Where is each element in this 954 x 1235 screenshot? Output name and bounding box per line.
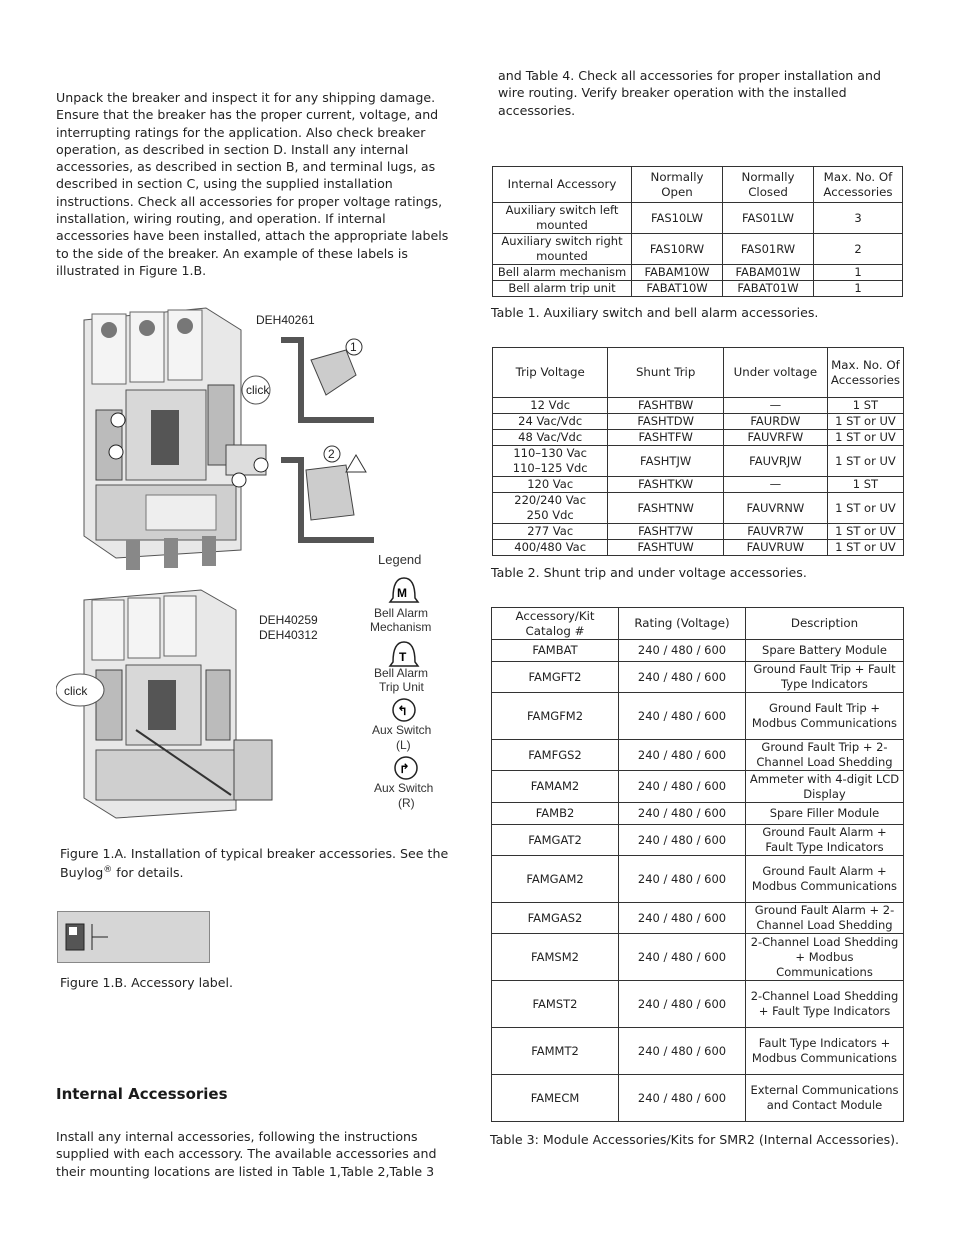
table-cell: Ground Fault Trip + Fault Type Indicators — [746, 662, 904, 693]
figure-code-bottom-2: DEH40312 — [259, 628, 318, 642]
table-cell: Spare Filler Module — [746, 803, 904, 825]
table-header-row — [492, 608, 904, 640]
table-cell: FAMGFT2 — [492, 662, 619, 693]
table-cell: 48 Vac/Vdc — [493, 430, 608, 446]
table-cell: FASHTDW — [608, 414, 724, 430]
table-row — [493, 430, 904, 446]
figure-1b-caption: Figure 1.B. Accessory label. — [60, 975, 234, 990]
table-cell: Spare Battery Module — [746, 640, 904, 662]
table-cell: External Communications and Contact Module — [746, 1075, 904, 1122]
table-cell: 240 / 480 / 600 — [619, 740, 746, 771]
table-header-cell: Normally Open — [632, 167, 723, 203]
table-row — [492, 771, 904, 803]
svg-text:↱: ↱ — [399, 762, 410, 777]
aux-switch-left-icon — [393, 699, 415, 721]
legend-label: (L) — [396, 738, 411, 752]
table-cell: 240 / 480 / 600 — [619, 1075, 746, 1122]
table-cell: FASHTUW — [608, 540, 724, 556]
table-cell: — — [723, 398, 827, 414]
table-cell: 240 / 480 / 600 — [619, 693, 746, 740]
figure-code-top: DEH40261 — [256, 313, 315, 327]
table-header-cell: Description — [746, 608, 904, 640]
table-cell: 2-Channel Load Shedding + Fault Type Indicators — [746, 981, 904, 1028]
table-3-caption: Table 3: Module Accessories/Kits for SMR2 (Internal Accessories). — [490, 1132, 900, 1147]
table-header-cell: Rating (Voltage) — [619, 608, 746, 640]
table-cell: 1 ST or UV — [827, 524, 903, 540]
table-1-aux-switch — [492, 166, 903, 297]
aux-switch-right-icon — [395, 757, 417, 779]
table-cell: FAS01LW — [723, 203, 814, 234]
table-row — [492, 825, 904, 856]
bell-alarm-trip-unit-icon — [390, 642, 418, 666]
table-cell: FAS10LW — [632, 203, 723, 234]
table-cell: FABAM01W — [723, 265, 814, 281]
breaker-top-illustration — [84, 308, 268, 570]
table-cell: 1 ST or UV — [827, 430, 903, 446]
click-label-bottom: click — [64, 684, 88, 698]
table-cell: FABAM10W — [632, 265, 723, 281]
table-cell: 220/240 Vac 250 Vdc — [493, 493, 608, 524]
table-row — [492, 1075, 904, 1122]
table-cell: FABAT01W — [723, 281, 814, 297]
table-cell: 110–130 Vac 110–125 Vdc — [493, 446, 608, 477]
table-cell: 400/480 Vac — [493, 540, 608, 556]
table-header-cell: Normally Closed — [723, 167, 814, 203]
table-row — [493, 414, 904, 430]
table-cell: FAMGAT2 — [492, 825, 619, 856]
accessory-label-icon — [58, 912, 118, 960]
table-cell: 1 ST or UV — [827, 493, 903, 524]
table-cell: Bell alarm trip unit — [493, 281, 632, 297]
table-cell: FAUVRJW — [723, 446, 827, 477]
table-cell: 1 ST or UV — [827, 446, 903, 477]
table-row — [493, 281, 903, 297]
table-cell: 240 / 480 / 600 — [619, 771, 746, 803]
table-row — [492, 856, 904, 903]
svg-text:T: T — [399, 650, 407, 664]
table-row — [493, 234, 903, 265]
table-row — [492, 693, 904, 740]
table-row — [493, 477, 904, 493]
accessory-label-image — [57, 911, 210, 963]
table-header-cell: Max. No. Of Accessories — [827, 348, 903, 398]
continuation-paragraph: and Table 4. Check all accessories for proper installation and wire routing. Verify breaker operation with the installed accessories. — [498, 68, 881, 118]
legend-label: Bell Alarm — [374, 606, 429, 620]
table-cell: FAS01RW — [723, 234, 814, 265]
table-cell: FAUVRUW — [723, 540, 827, 556]
table-row — [493, 540, 904, 556]
table-1-caption: Table 1. Auxiliary switch and bell alarm accessories. — [491, 305, 819, 320]
table-cell: FAMAM2 — [492, 771, 619, 803]
table-cell: 240 / 480 / 600 — [619, 662, 746, 693]
table-cell: FAMB2 — [492, 803, 619, 825]
table-cell: 240 / 480 / 600 — [619, 934, 746, 981]
table-header-cell: Under voltage — [723, 348, 827, 398]
table-cell: 120 Vac — [493, 477, 608, 493]
table-cell: 240 / 480 / 600 — [619, 825, 746, 856]
table-row — [493, 203, 903, 234]
table-cell: 1 ST — [827, 477, 903, 493]
table-cell: 240 / 480 / 600 — [619, 640, 746, 662]
table-cell: Ground Fault Alarm + Modbus Communications — [746, 856, 904, 903]
table-cell: FAMBAT — [492, 640, 619, 662]
table-cell: Ground Fault Trip + Modbus Communications — [746, 693, 904, 740]
table-header-row — [493, 167, 903, 203]
table-cell: FASHTNW — [608, 493, 724, 524]
table-row — [492, 1028, 904, 1075]
legend-title: Legend — [378, 552, 422, 567]
table-cell: 240 / 480 / 600 — [619, 981, 746, 1028]
table-header-cell: Max. No. Of Accessories — [814, 167, 903, 203]
table-cell: FABAT10W — [632, 281, 723, 297]
table-cell: 3 — [814, 203, 903, 234]
table-header-cell: Internal Accessory — [493, 167, 632, 203]
table-cell: FAMECM — [492, 1075, 619, 1122]
step-1-detail — [281, 339, 374, 420]
table-cell: 2 — [814, 234, 903, 265]
table-row — [492, 903, 904, 934]
figure-1a-illustration — [56, 300, 456, 830]
legend-label: Aux Switch — [374, 781, 434, 795]
table-row — [493, 398, 904, 414]
svg-text:M: M — [397, 586, 407, 600]
table-cell: FAURDW — [723, 414, 827, 430]
table-header-row — [493, 348, 904, 398]
table-cell: 12 Vdc — [493, 398, 608, 414]
table-cell: 1 ST or UV — [827, 540, 903, 556]
table-cell: FAMFGS2 — [492, 740, 619, 771]
section-paragraph: Install any internal accessories, following the instructions supplied with each accessory. The available accessories and their mounting locations are listed in Table 1,Table 2,Table 3 — [56, 1129, 437, 1179]
legend-label: Bell Alarm — [374, 666, 429, 680]
table-cell: Fault Type Indicators + Modbus Communications — [746, 1028, 904, 1075]
table-cell: FASHTJW — [608, 446, 724, 477]
legend-label: Aux Switch — [372, 723, 432, 737]
table-row — [493, 493, 904, 524]
table-row — [493, 524, 904, 540]
table-cell: FAMGAM2 — [492, 856, 619, 903]
table-cell: FASHT7W — [608, 524, 724, 540]
table-cell: FAMSM2 — [492, 934, 619, 981]
table-row — [493, 446, 904, 477]
table-cell: 1 — [814, 281, 903, 297]
table-cell: Ground Fault Alarm + Fault Type Indicators — [746, 825, 904, 856]
svg-text:↰: ↰ — [397, 704, 408, 719]
table-cell: FASHTBW — [608, 398, 724, 414]
svg-text:2: 2 — [328, 447, 335, 461]
table-row — [492, 803, 904, 825]
table-row — [492, 934, 904, 981]
table-cell: FAMMT2 — [492, 1028, 619, 1075]
table-cell: Ground Fault Alarm + 2-Channel Load Shedding — [746, 903, 904, 934]
table-cell: 277 Vac — [493, 524, 608, 540]
legend-label: (R) — [398, 796, 415, 810]
table-row — [492, 662, 904, 693]
table-header-cell: Accessory/Kit Catalog # — [492, 608, 619, 640]
table-row — [492, 981, 904, 1028]
table-cell: 240 / 480 / 600 — [619, 1028, 746, 1075]
table-cell: FAMGAS2 — [492, 903, 619, 934]
table-cell: Bell alarm mechanism — [493, 265, 632, 281]
table-cell: FAMST2 — [492, 981, 619, 1028]
table-header-cell: Trip Voltage — [493, 348, 608, 398]
table-cell: 1 ST or UV — [827, 414, 903, 430]
table-cell: Auxiliary switch right mounted — [493, 234, 632, 265]
table-cell: 240 / 480 / 600 — [619, 856, 746, 903]
table-cell: FAUVR7W — [723, 524, 827, 540]
table-cell: FAUVRNW — [723, 493, 827, 524]
table-2-caption: Table 2. Shunt trip and under voltage accessories. — [491, 565, 807, 580]
table-cell: 2-Channel Load Shedding + Modbus Communications — [746, 934, 904, 981]
legend-label: Trip Unit — [379, 680, 424, 694]
bell-alarm-mechanism-icon — [390, 578, 418, 602]
click-label-top: click — [246, 383, 270, 397]
table-cell: FAMGFM2 — [492, 693, 619, 740]
figure-1a-caption: Figure 1.A. Installation of typical breaker accessories. See the Buylog® for details. — [60, 846, 449, 881]
table-2-shunt-trip — [492, 347, 904, 556]
table-header-cell: Shunt Trip — [608, 348, 724, 398]
table-3-module-accessories — [491, 607, 904, 1122]
table-cell: Auxiliary switch left mounted — [493, 203, 632, 234]
table-cell: 24 Vac/Vdc — [493, 414, 608, 430]
table-cell: 240 / 480 / 600 — [619, 803, 746, 825]
table-cell: — — [723, 477, 827, 493]
table-cell: 240 / 480 / 600 — [619, 903, 746, 934]
intro-paragraph: Unpack the breaker and inspect it for any shipping damage. Ensure that the breaker has the proper current, voltage, and interrupting ratings for the application. Also check breaker operation, as described in section D. Install any internal accessories, as described in section B, and terminal lugs, as described in section C, using the supplied installation instructions. Check all accessories for proper voltage ratings, installation, wiring routing, and operation. If internal accessories have been installed, attach the appropriate labels to the side of the breaker. An example of these labels is illustrated in Figure 1.B. — [56, 90, 449, 278]
table-cell: FAS10RW — [632, 234, 723, 265]
breaker-bottom-illustration — [84, 590, 272, 818]
table-row — [493, 265, 903, 281]
table-cell: FASHTFW — [608, 430, 724, 446]
table-cell: 1 — [814, 265, 903, 281]
figure-code-bottom-1: DEH40259 — [259, 613, 318, 627]
table-cell: FAUVRFW — [723, 430, 827, 446]
table-row — [492, 740, 904, 771]
table-row — [492, 640, 904, 662]
table-cell: Ammeter with 4-digit LCD Display — [746, 771, 904, 803]
step-2-detail — [281, 446, 374, 540]
legend-label: Mechanism — [370, 620, 432, 634]
table-cell: FASHTKW — [608, 477, 724, 493]
svg-text:1: 1 — [350, 340, 357, 354]
table-cell: Ground Fault Trip + 2-Channel Load Shedding — [746, 740, 904, 771]
table-cell: 1 ST — [827, 398, 903, 414]
section-title-internal-accessories: Internal Accessories — [56, 1085, 228, 1103]
